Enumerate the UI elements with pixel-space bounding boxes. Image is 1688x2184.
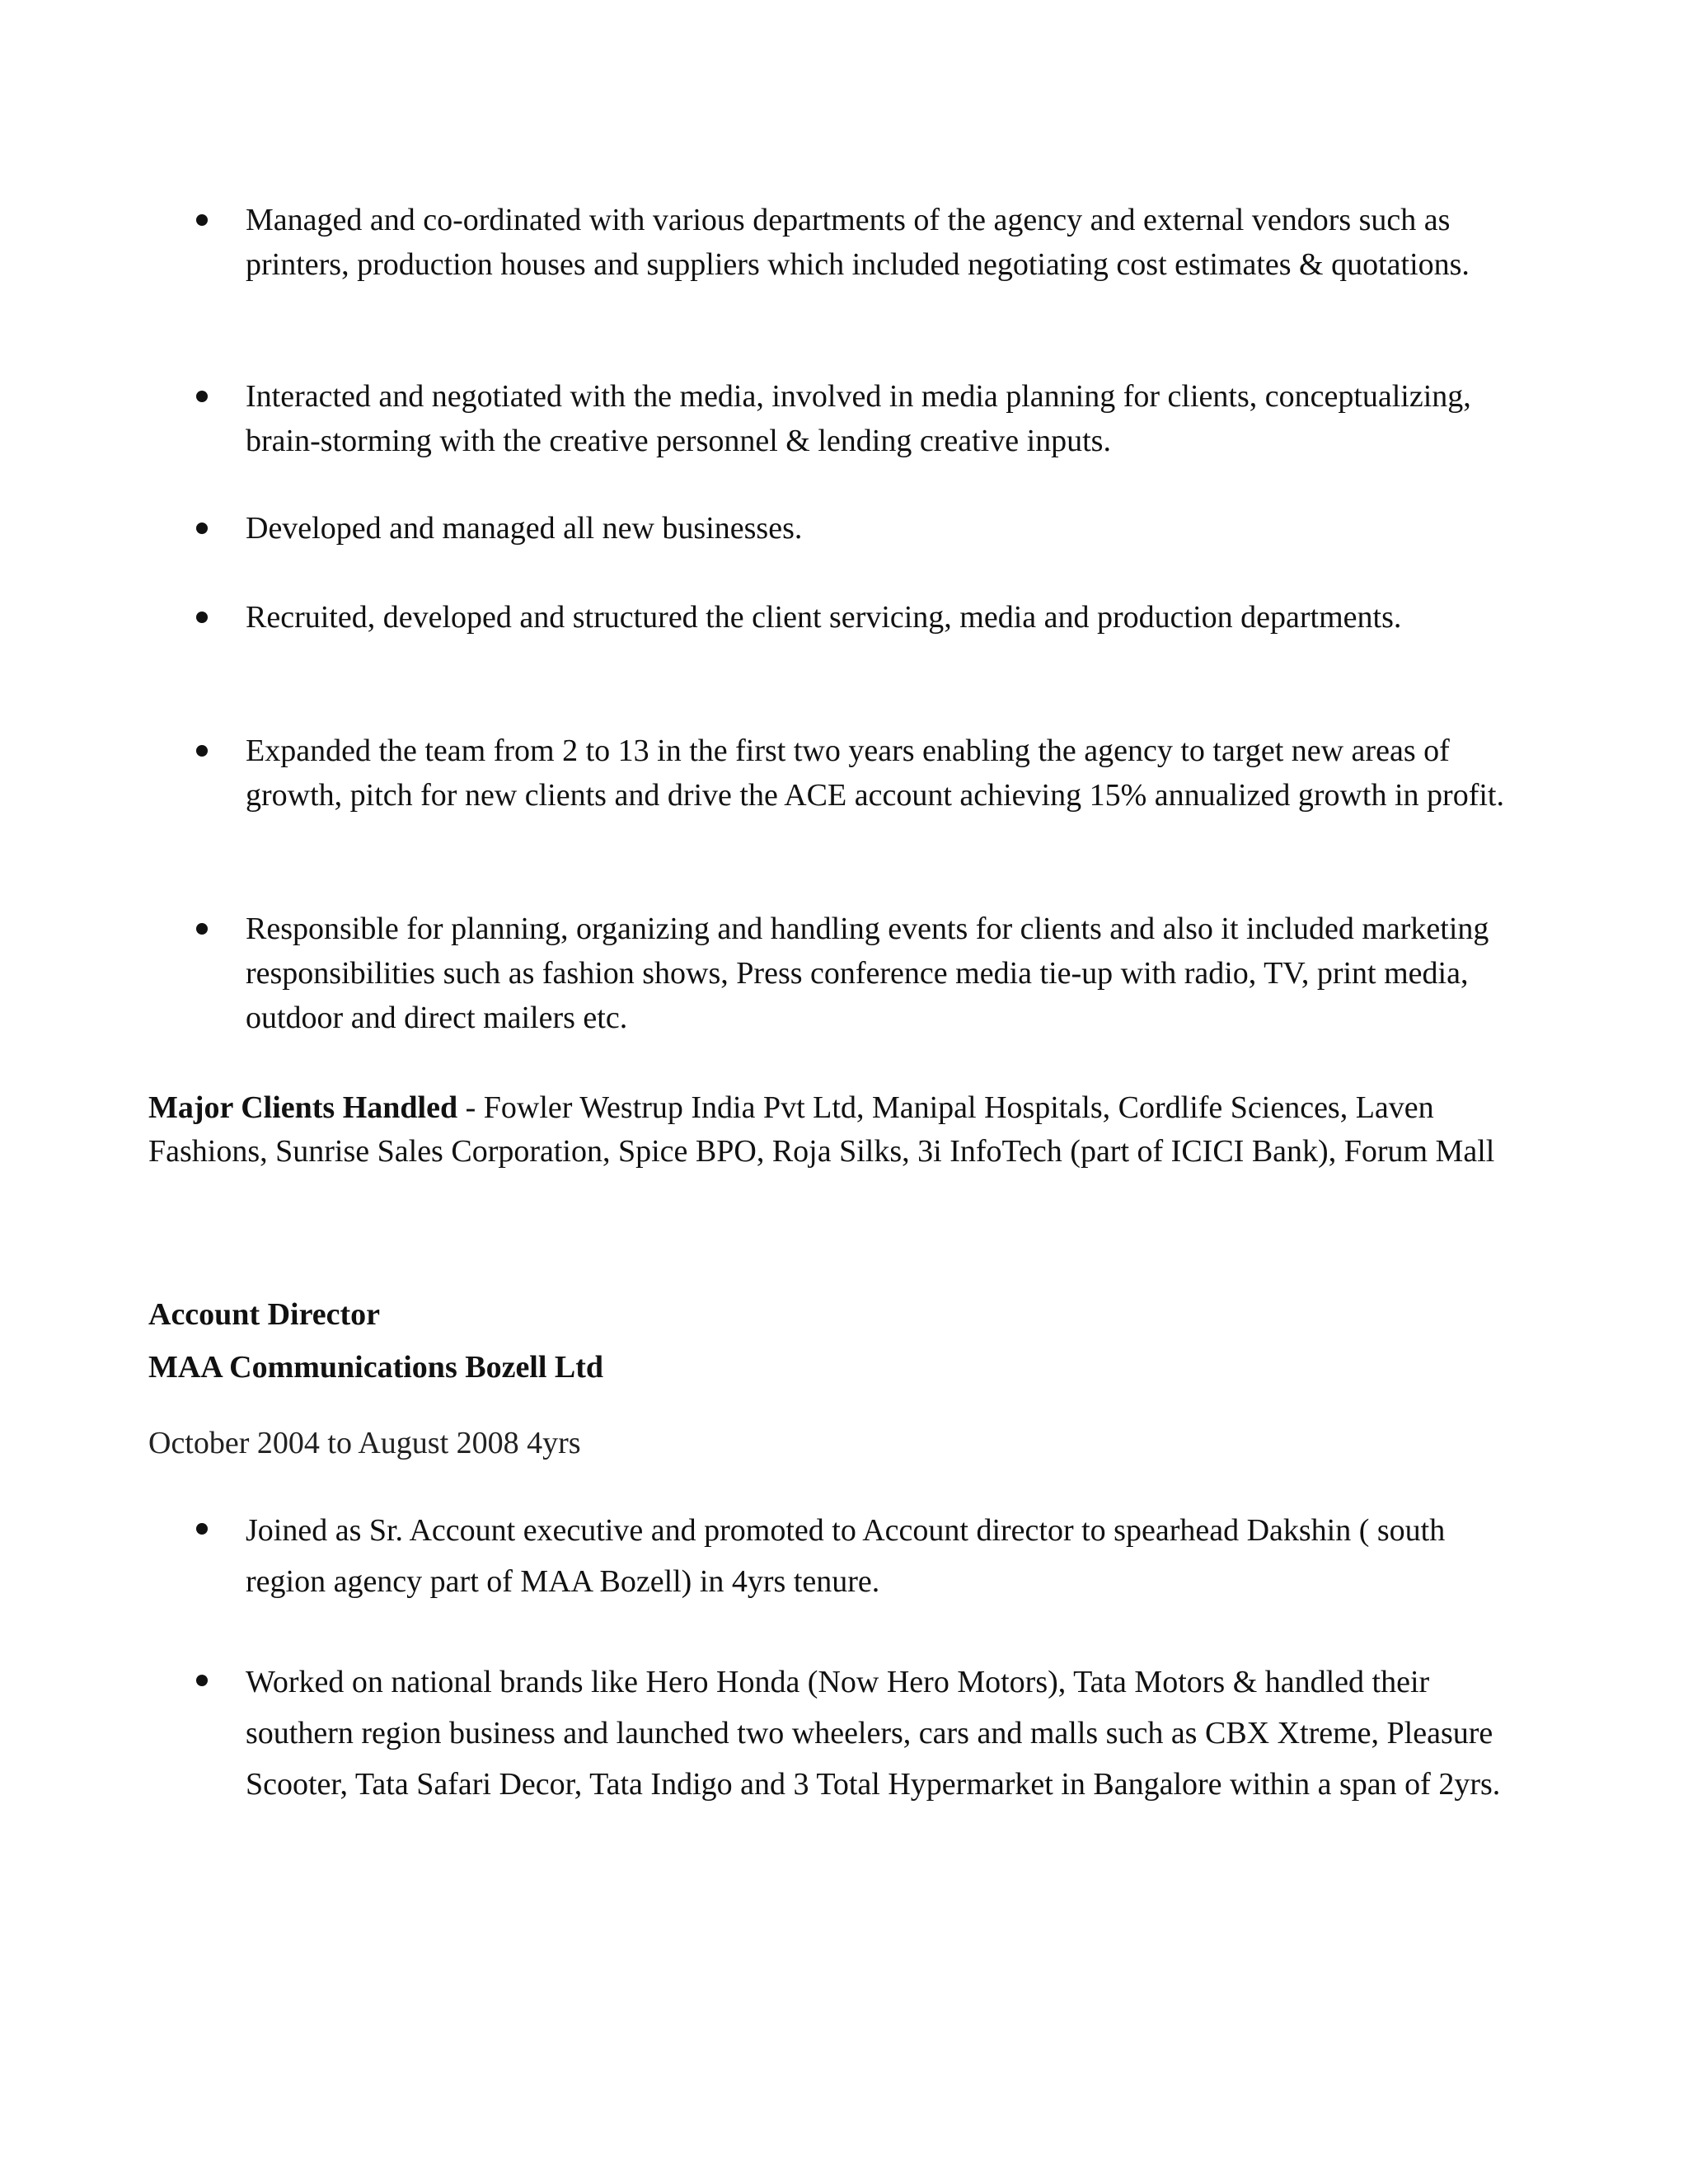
job-dates: October 2004 to August 2008 4yrs — [148, 1426, 581, 1460]
bullet-icon — [196, 923, 208, 935]
bullet-icon — [196, 391, 208, 402]
bullet-icon — [196, 612, 208, 623]
major-clients-paragraph — [148, 1086, 1533, 1174]
bullet-text: Managed and co-ordinated with various departments of the agency and external vendors such as printers, production houses and suppliers which included negotiating cost estimates & quotations. — [246, 203, 1470, 282]
job-title: Account Director — [148, 1297, 381, 1332]
bullet-text: Joined as Sr. Account executive and promoted to Account director to spearhead Dakshin ( south region agency part of MAA Bozell) in 4yrs tenure. — [246, 1513, 1446, 1599]
bullet-text: Interacted and negotiated with the media, involved in media planning for clients, conceptualizing, brain-storming with the creative personnel & lending creative inputs. — [246, 379, 1471, 458]
bullet-icon — [196, 745, 208, 757]
bullet-icon — [196, 1675, 208, 1686]
bullet-text: Recruited, developed and structured the client servicing, media and production departments. — [246, 600, 1402, 635]
bullet-text: Responsible for planning, organizing and handling events for clients and also it included marketing responsibilities such as fashion shows, Press conference media tie-up with radio, TV, print media, outdoor and direct mailers etc. — [246, 912, 1489, 1035]
bullet-icon — [196, 214, 208, 226]
bullet-text: Developed and managed all new businesses. — [246, 511, 803, 546]
bullet-text: Expanded the team from 2 to 13 in the first two years enabling the agency to target new areas of growth, pitch for new clients and drive the ACE account achieving 15% annualized growth in profit. — [246, 733, 1504, 813]
bullet-icon — [196, 523, 208, 534]
major-clients-label: Major Clients Handled — [148, 1090, 458, 1125]
major-clients-text: - Fowler Westrup India Pvt Ltd, Manipal Hospitals, Cordlife Sciences, Laven Fashions, Sunrise Sales Corporation, Spice BPO, Roja Silks, 3i InfoTech (part of ICICI Bank), Forum Mall — [148, 1090, 1495, 1169]
bullet-text: Worked on national brands like Hero Honda (Now Hero Motors), Tata Motors & handled their southern region business and launched two wheelers, cars and malls such as CBX Xtreme, Pleasure Scooter, Tata Safari Decor, Tata Indigo and 3 Total Hypermarket in Bangalore within a span of 2yrs. — [246, 1665, 1501, 1802]
bullet-icon — [196, 1523, 208, 1535]
company-name: MAA Communications Bozell Ltd — [148, 1350, 604, 1385]
